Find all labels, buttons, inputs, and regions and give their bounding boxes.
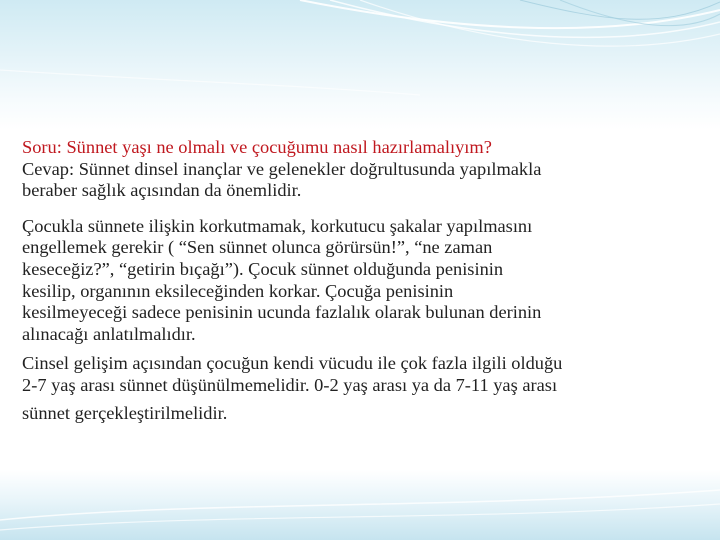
age-paragraph-text: Cinsel gelişim açısından çocuğun kendi vücudu ile çok fazla ilgili olduğu 2-7 yaş arası sünnet düşünülmemelidir. 0-2 yaş arası ya da 7-11 yaş arası [22,353,563,395]
top-wave-decoration [0,0,720,110]
question-text: Soru: Sünnet yaşı ne olmalı ve çocuğumu nasıl hazırlamalıyım? [22,137,492,157]
bottom-wave-decoration [0,480,720,540]
fear-paragraph: Çocukla sünnete ilişkin korkutmamak, korkutucu şakalar yapılmasını engellemek gerekir ( “Sen sünnet olunca görürsün!”, “ne zaman keseceğiz?”, “getirin bıçağı”). Çocuk sünnet olduğunda penisinin kesilip, organının eksileceğinden korkar. Çocuğa penisinin kesilmeyeceği sadece penisinin ucunda fazlalık olarak bulunan derinin alınacağı anlatılmalıdır. [22,215,542,344]
answer-text: Cevap: Sünnet dinsel inançlar ve gelenekler doğrultusunda yapılmakla beraber sağlık açısından da önemlidir. [22,158,542,201]
slide-body [22,137,714,424]
age-paragraph [22,353,714,424]
age-paragraph-last-line: sünnet gerçekleştirilmelidir. [22,402,228,423]
